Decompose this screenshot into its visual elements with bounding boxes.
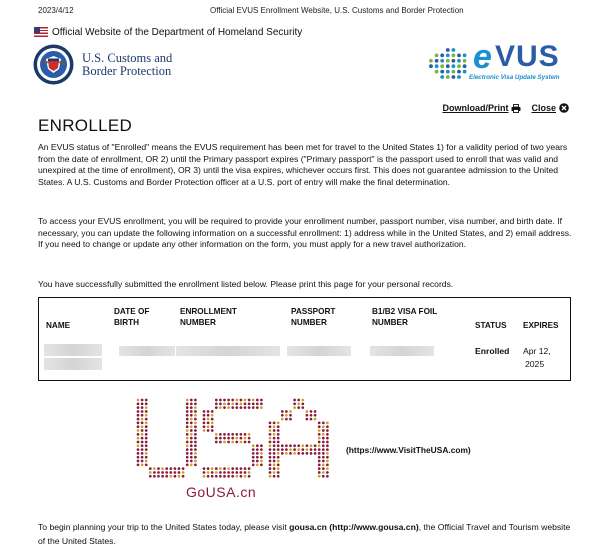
access-instructions: To access your EVUS enrollment, you will be required to provide your enrollment number, passport number, visa number, and birth date. If necessary, you can update the following information on a successful enrollment: 1) address while in the United States, and 2) email address. If you need to change or update any other information on the form, you must apply for a new travel authorization. <box>38 216 572 250</box>
success-note: You have successfully submitted the enrollment listed below. Please print this page for your personal records. <box>38 279 454 289</box>
close-circle-icon <box>559 103 569 113</box>
print-title: Official EVUS Enrollment Website, U.S. Customs and Border Protection <box>210 6 464 15</box>
header-visa-foil-number: B1/B2 VISA FOIL NUMBER <box>372 307 438 327</box>
header-date-of-birth: DATE OF BIRTH <box>114 307 150 327</box>
usa-dotted-logo <box>134 396 330 480</box>
row-status: Enrolled <box>475 346 510 356</box>
redacted-name <box>44 358 102 370</box>
header-passport-number: PASSPORT NUMBER <box>291 307 336 327</box>
agency-name-line1: U.S. Customs and <box>82 51 173 65</box>
close-label: Close <box>531 103 556 113</box>
official-banner-text: Official Website of the Department of Homeland Security <box>52 26 303 38</box>
row-expires: Apr 12, 2025 <box>523 346 551 369</box>
redacted-passport-number <box>287 346 351 356</box>
redacted-visa-foil-number <box>370 346 434 356</box>
header-status: STATUS <box>475 321 507 330</box>
agency-name <box>82 52 172 78</box>
header-name: NAME <box>46 321 71 330</box>
header-enrollment-number: ENROLLMENT NUMBER <box>180 307 237 327</box>
download-print-link[interactable] <box>442 103 521 113</box>
footer-text-after: , the Official Travel and Tourism website of the United States. <box>38 522 571 546</box>
footer-text-before: To begin planning your trip to the United States today, please visit <box>38 522 290 532</box>
status-explanation: An EVUS status of "Enrolled" means the EVUS requirement has been met for travel to the United States 1) for a validity period of two years from the date of enrollment, OR 2) until the Primary passport expires ("Primary passport" is the passport used to enroll that was valid and unexpired at the time of enrollment), OR 3) until the visa expires, whichever occurs first. This does not guarantee admission to the United States. A U.S. Customs and Border Protection officer at a U.S. port of entry will make the final determination. <box>38 142 568 187</box>
gousa-url-link[interactable]: (http://www.gousa.cn) <box>329 522 419 532</box>
agency-name-line2: Border Protection <box>82 64 172 78</box>
footer-text <box>38 520 572 548</box>
official-banner <box>34 26 302 38</box>
redacted-enrollment-number <box>176 346 280 356</box>
dhs-seal-icon <box>33 44 74 85</box>
enrollment-table <box>38 297 571 381</box>
redacted-name <box>44 344 102 356</box>
gousa-site-link[interactable]: gousa.cn <box>289 522 327 532</box>
close-link[interactable] <box>531 103 569 113</box>
redacted-date-of-birth <box>119 346 175 356</box>
evus-logo-e: e <box>473 38 492 76</box>
evus-tagline: Electronic Visa Update System <box>469 74 560 81</box>
gousa-logo-text: GoUSA.cn <box>186 484 257 500</box>
printer-icon <box>511 104 521 113</box>
page-actions <box>442 103 569 113</box>
visit-the-usa-link[interactable]: (https://www.VisitTheUSA.com) <box>346 445 471 455</box>
header-expires: EXPIRES <box>523 321 559 330</box>
download-print-label: Download/Print <box>442 103 509 113</box>
print-header <box>0 6 609 18</box>
evus-logo <box>427 38 579 86</box>
print-date: 2023/4/12 <box>38 6 74 15</box>
evus-dots-icon <box>427 46 471 80</box>
evus-logo-vus: VUS <box>495 40 560 73</box>
page-title: ENROLLED <box>38 116 133 135</box>
us-flag-icon <box>34 27 48 37</box>
